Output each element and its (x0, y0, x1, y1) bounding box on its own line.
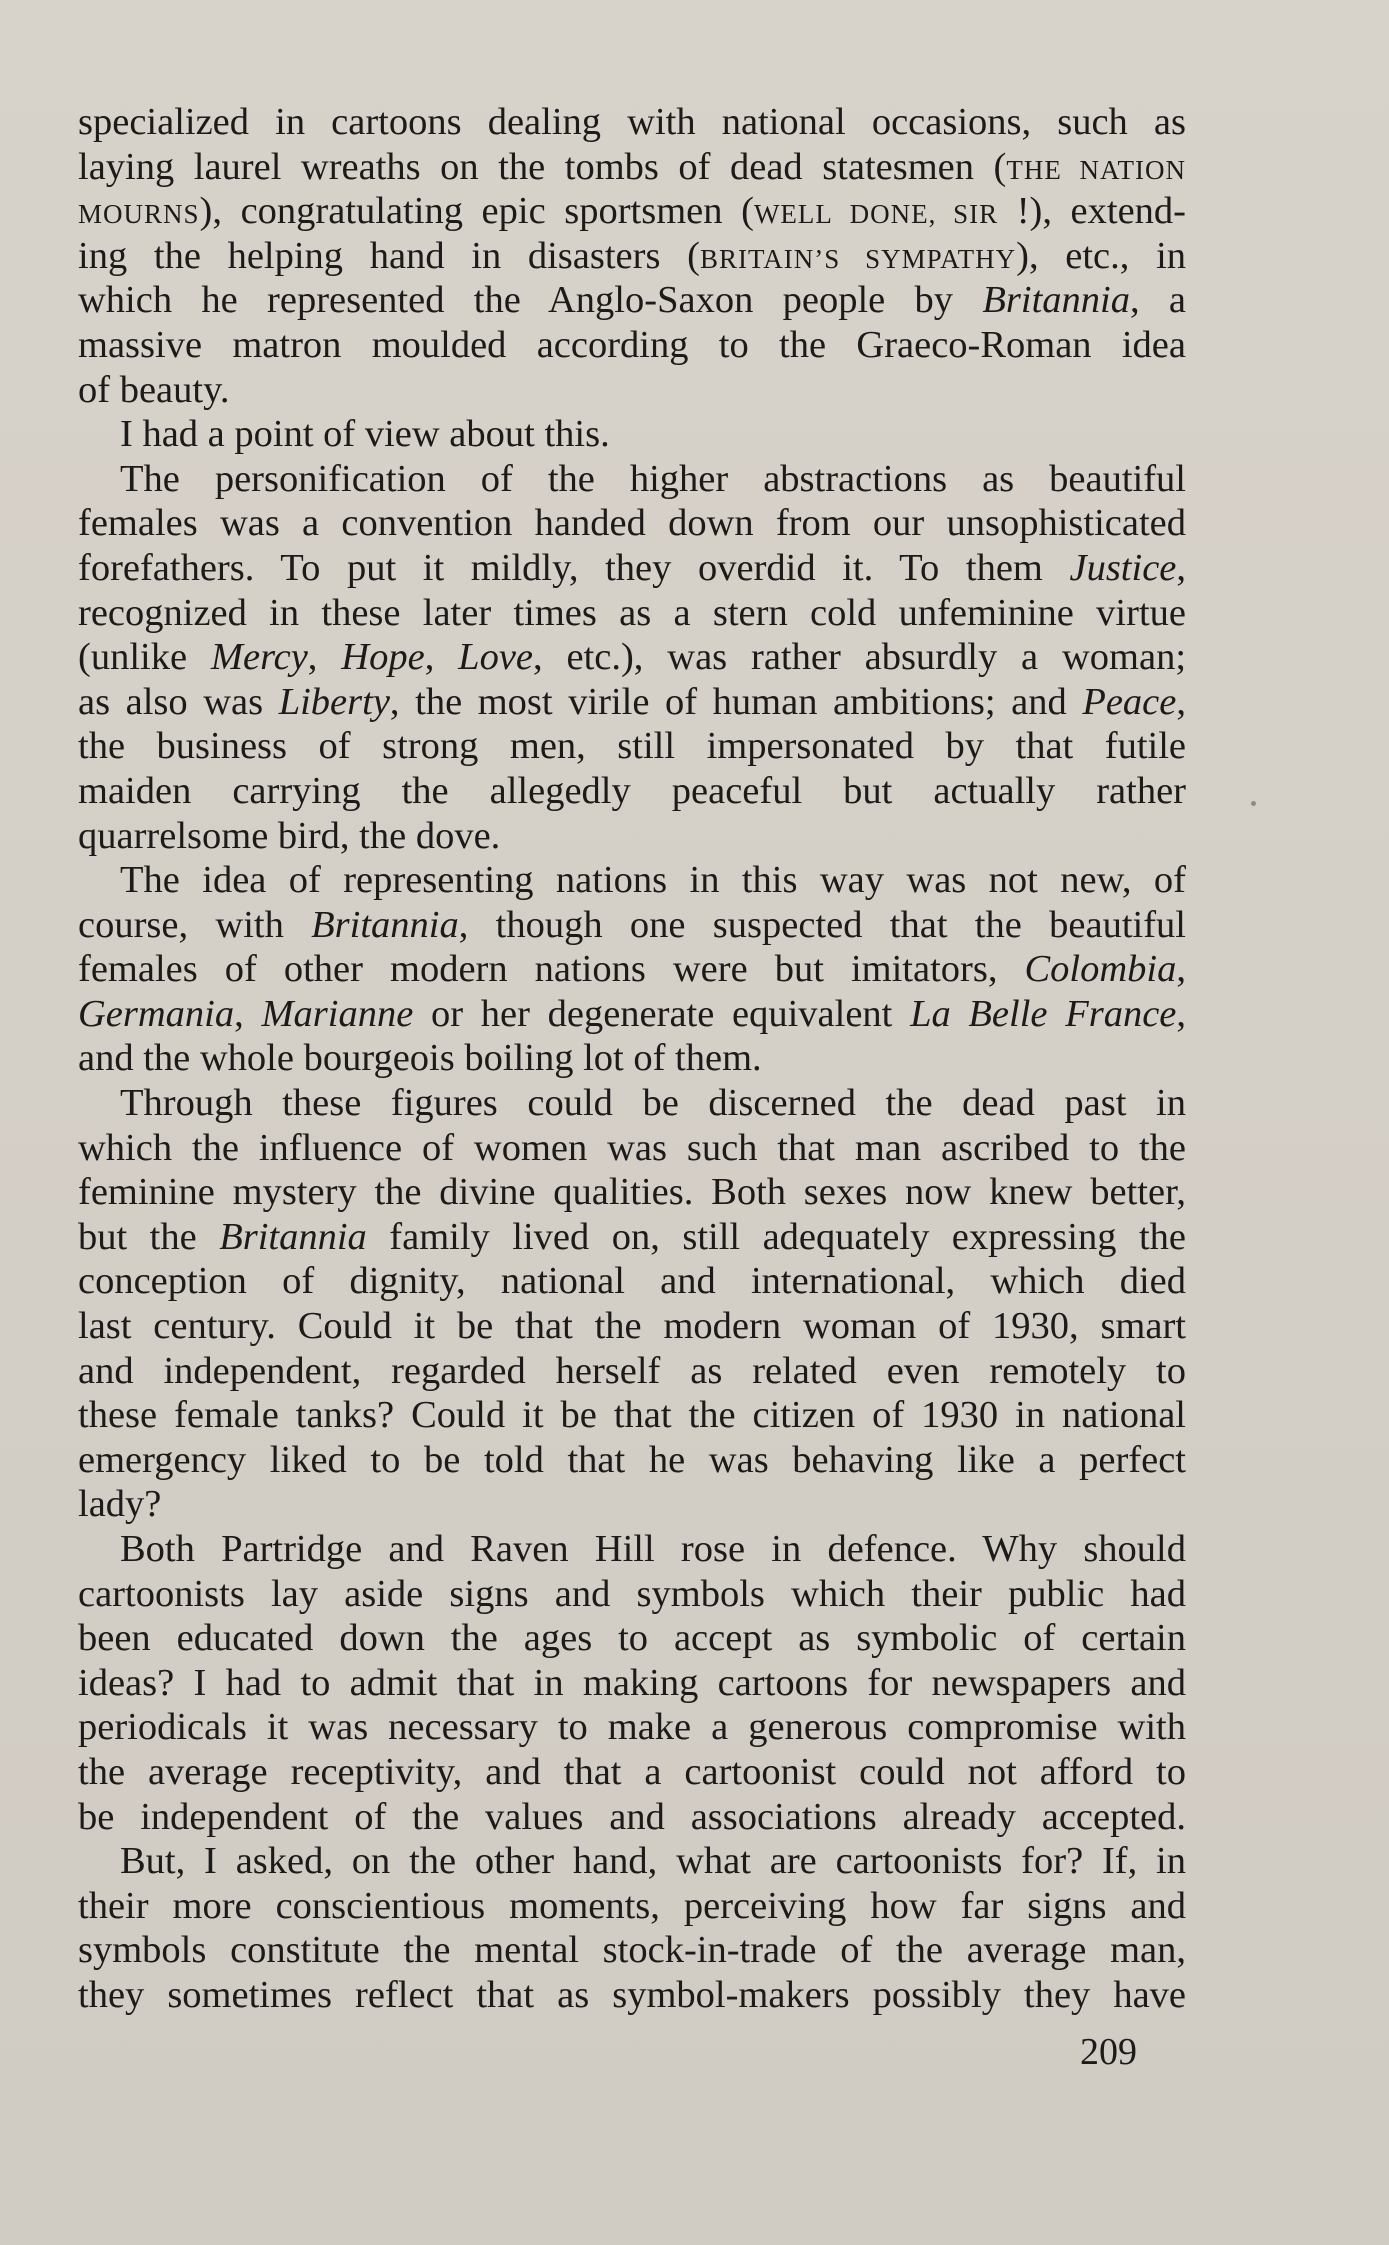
text-run: the business of strong men, still impersonated by that futile (78, 725, 1186, 768)
text-line (78, 1259, 1186, 1304)
text-run: specialized in cartoons dealing with national occasions, such as (78, 101, 1186, 143)
text-run: of beauty. (78, 368, 230, 411)
text-run: conception of dignity, national and international, which died (78, 1260, 1186, 1303)
text-run: , (424, 636, 459, 679)
text-run: ing the helping hand in disasters ( (78, 234, 700, 277)
italic-text: Hope (341, 636, 425, 679)
text-line (78, 724, 1186, 769)
text-line (78, 1304, 1186, 1349)
text-run: Both Partridge and Raven Hill rose in defence. Why should (120, 1528, 1186, 1570)
text-line (78, 1170, 1186, 1215)
text-line (78, 1527, 1186, 1572)
text-run: be independent of the values and associations already accepted. (78, 1795, 1186, 1838)
text-line (78, 1036, 1186, 1081)
text-run: ideas? I had to admit that in making cartoons for newspapers and (78, 1661, 1186, 1704)
text-line (78, 546, 1186, 591)
text-line (78, 992, 1186, 1037)
text-run: laying laurel wreaths on the tombs of dead statesmen ( (78, 145, 1007, 188)
small-caps-text: britain’s sympathy (699, 234, 1017, 277)
text-run: Through these figures could be discerned the dead past in (120, 1082, 1186, 1125)
text-line (78, 1750, 1186, 1795)
text-run: lady? (78, 1483, 162, 1526)
text-line (78, 1705, 1186, 1750)
text-run: cartoonists lay aside signs and symbols which their public had (78, 1572, 1186, 1615)
text-run: , etc.), was rather absurdly a woman; (533, 636, 1187, 679)
text-run: but the (78, 1215, 220, 1258)
text-line (78, 1572, 1186, 1617)
text-line (78, 1661, 1186, 1706)
text-line (78, 1081, 1186, 1126)
text-run: periodicals it was necessary to make a generous compromise with (78, 1706, 1186, 1749)
text-run: , (1176, 546, 1186, 589)
text-line (78, 100, 1186, 145)
text-run: I had a point of view about this. (120, 413, 610, 456)
text-run: , (1176, 948, 1186, 991)
italic-text: Love (458, 636, 534, 679)
text-line (78, 814, 1186, 859)
text-run: quarrelsome bird, the dove. (78, 814, 501, 857)
small-caps-text: the nation (1006, 145, 1186, 188)
text-run: the average receptivity, and that a cartoonist could not afford to (78, 1750, 1186, 1793)
italic-text: Colombia (1024, 948, 1177, 991)
text-line (78, 1884, 1186, 1929)
text-run: females of other modern nations were but imitators, (78, 948, 1025, 991)
text-run: The personification of the higher abstractions as beautiful (120, 457, 1186, 500)
text-line (78, 1349, 1186, 1394)
text-run: family lived on, still adequately expressing the (366, 1215, 1186, 1258)
italic-text: Britannia (219, 1215, 367, 1258)
text-run: and the whole bourgeois boiling lot of them. (78, 1037, 762, 1080)
text-run: females was a convention handed down from our unsophisticated (78, 502, 1186, 545)
text-run: maiden carrying the allegedly peaceful but actually rather (78, 769, 1186, 812)
text-line (78, 1616, 1186, 1661)
text-run: , the most virile of human ambitions; and (389, 680, 1083, 723)
text-line (78, 680, 1186, 725)
text-run: , (1176, 992, 1186, 1035)
text-run: feminine mystery the divine qualities. Both sexes now knew better, (78, 1171, 1186, 1214)
italic-text: Germania (78, 992, 235, 1035)
italic-text: Britannia (982, 279, 1130, 322)
text-line (78, 903, 1186, 948)
text-run: massive matron moulded according to the Graeco-Roman idea (78, 323, 1186, 366)
text-line (78, 189, 1186, 234)
text-line (78, 591, 1186, 636)
text-run: last century. Could it be that the modern woman of 1930, smart (78, 1305, 1186, 1348)
text-line (78, 858, 1186, 903)
text-run: !), extend- (998, 190, 1186, 233)
italic-text: Liberty (278, 680, 390, 723)
text-run: ), congratulating epic sportsmen ( (199, 190, 754, 233)
text-line (78, 635, 1186, 680)
text-line (78, 145, 1186, 190)
italic-text: Peace (1082, 680, 1177, 723)
text-run: course, with (78, 903, 312, 946)
text-line (78, 323, 1186, 368)
page-number: 209 (1080, 2031, 1137, 2073)
text-run: forefathers. To put it mildly, they overdid it. To them (78, 546, 1070, 589)
text-run: these female tanks? Could it be that the citizen of 1930 in national (78, 1394, 1186, 1437)
text-line (78, 1482, 1186, 1527)
text-run: symbols constitute the mental stock-in-trade of the average man, (78, 1929, 1186, 1972)
text-run: which he represented the Anglo-Saxon people by (78, 279, 983, 322)
italic-text: Marianne (261, 992, 414, 1035)
text-run: , though one suspected that the beautiful (458, 903, 1186, 946)
text-run: But, I asked, on the other hand, what are cartoonists for? If, in (120, 1840, 1186, 1883)
text-run: , a (1129, 279, 1186, 322)
text-run: ), etc., in (1016, 234, 1187, 277)
text-line (78, 1839, 1186, 1884)
text-run: recognized in these later times as a stern cold unfeminine virtue (78, 591, 1186, 634)
text-run: emergency liked to be told that he was behaving like a perfect (78, 1438, 1186, 1481)
text-line (78, 1438, 1186, 1483)
text-line (78, 234, 1186, 279)
text-run: , (234, 992, 262, 1035)
text-line (78, 1928, 1186, 1973)
italic-text: La Belle France (910, 992, 1177, 1035)
small-caps-text: mourns (78, 190, 200, 233)
text-run: as also was (78, 680, 279, 723)
text-line (78, 1215, 1186, 1260)
paper-speck (1251, 801, 1256, 806)
text-run: or her degenerate equivalent (413, 992, 911, 1035)
text-line (78, 412, 1186, 457)
text-line (78, 1973, 1186, 2018)
text-line (78, 1126, 1186, 1171)
text-run: (unlike (78, 636, 211, 679)
text-run: The idea of representing nations in this way was not new, of (120, 859, 1186, 902)
body-text (78, 100, 1186, 2018)
italic-text: Mercy (210, 636, 308, 679)
text-run: , (307, 636, 342, 679)
small-caps-text: well done, sir (753, 190, 999, 233)
text-line (78, 457, 1186, 502)
text-run: , (1176, 680, 1186, 723)
text-run: their more conscientious moments, perceiving how far signs and (78, 1884, 1186, 1927)
italic-text: Britannia (311, 903, 459, 946)
text-line (78, 278, 1186, 323)
text-line (78, 1795, 1186, 1840)
text-run: and independent, regarded herself as related even remotely to (78, 1349, 1186, 1392)
text-run: been educated down the ages to accept as symbolic of certain (78, 1617, 1186, 1660)
text-line (78, 769, 1186, 814)
text-line (78, 947, 1186, 992)
text-line (78, 1393, 1186, 1438)
text-line (78, 501, 1186, 546)
text-line (78, 368, 1186, 413)
italic-text: Justice (1069, 546, 1177, 589)
text-run: they sometimes reflect that as symbol-makers possibly they have (78, 1973, 1186, 2016)
text-run: which the influence of women was such that man ascribed to the (78, 1126, 1186, 1169)
